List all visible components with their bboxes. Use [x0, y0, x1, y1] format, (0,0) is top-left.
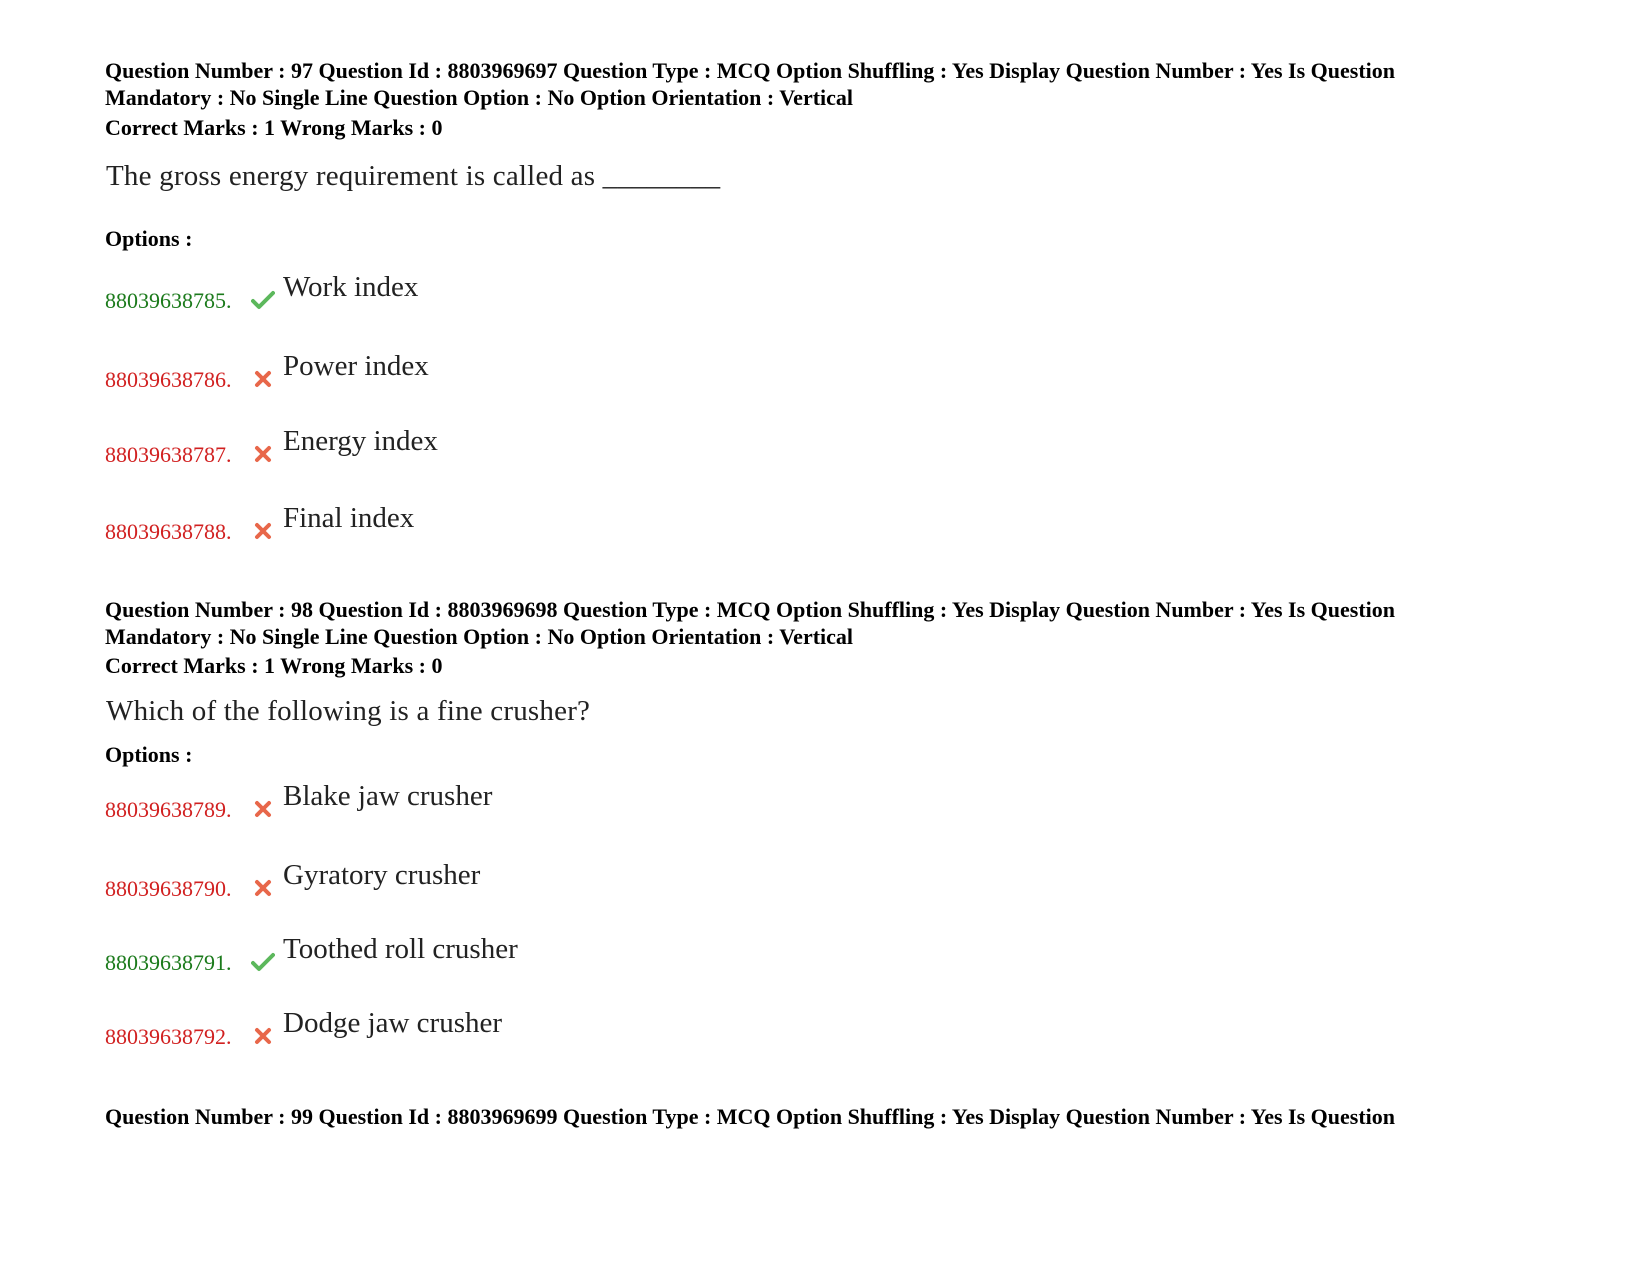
question-97-meta: Question Number : 97 Question Id : 8803969697 Question Type : MCQ Option Shuffling : Yes Display Question Number : Yes Is Question Mandatory : No Single Line Question Option : No Option Orientation : Vertical	[105, 58, 1395, 110]
cross-icon	[251, 876, 275, 900]
cross-icon	[251, 1024, 275, 1048]
question-97-marks: Correct Marks : 1 Wrong Marks : 0	[105, 115, 443, 140]
question-98-text: Which of the following is a fine crusher?	[106, 695, 591, 727]
option-id: 88039638789.	[105, 797, 232, 822]
question-97-options-label: Options :	[105, 226, 193, 251]
option-id: 88039638790.	[105, 876, 232, 901]
option-text: Toothed roll crusher	[283, 933, 518, 965]
option-text: Gyratory crusher	[283, 859, 481, 891]
option-id: 88039638787.	[105, 442, 232, 467]
question-98-marks: Correct Marks : 1 Wrong Marks : 0	[105, 653, 443, 678]
option-id: 88039638792.	[105, 1024, 232, 1049]
cross-icon	[251, 797, 275, 821]
question-99-meta: Question Number : 99 Question Id : 8803969699 Question Type : MCQ Option Shuffling : Yes Display Question Number : Yes Is Question	[105, 1104, 1395, 1129]
cross-icon	[251, 442, 275, 466]
cross-icon	[251, 519, 275, 543]
question-98-options-label: Options :	[105, 742, 193, 767]
option-id: 88039638786.	[105, 367, 232, 392]
option-id: 88039638788.	[105, 519, 232, 544]
option-text: Dodge jaw crusher	[283, 1007, 503, 1039]
option-text: Blake jaw crusher	[283, 780, 493, 812]
option-text: Final index	[283, 502, 415, 534]
question-97-text: The gross energy requirement is called as ________	[106, 160, 721, 192]
option-id: 88039638785.	[105, 288, 232, 313]
option-id: 88039638791.	[105, 950, 232, 975]
option-text: Power index	[283, 350, 429, 382]
option-text: Energy index	[283, 425, 438, 457]
cross-icon	[251, 367, 275, 391]
check-icon	[251, 288, 275, 312]
check-icon	[251, 950, 275, 974]
option-text: Work index	[283, 271, 419, 303]
question-98-meta: Question Number : 98 Question Id : 8803969698 Question Type : MCQ Option Shuffling : Yes Display Question Number : Yes Is Question Mandatory : No Single Line Question Option : No Option Orientation : Vertical	[105, 597, 1395, 649]
